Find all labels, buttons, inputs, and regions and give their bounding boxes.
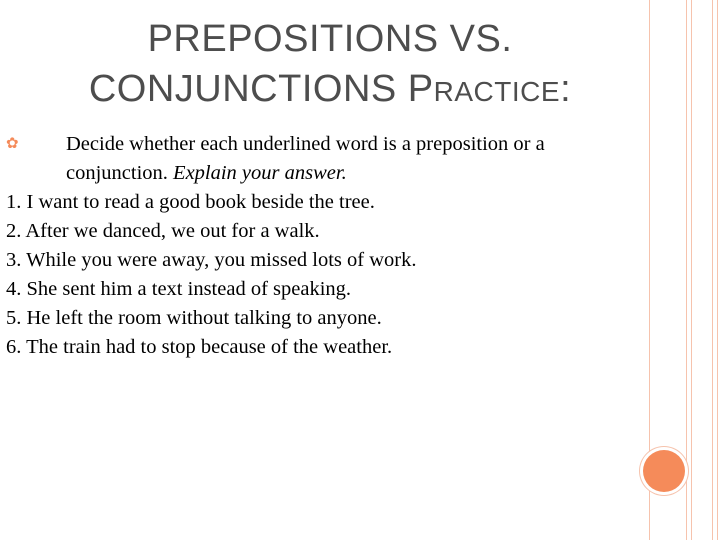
- intro-text: Decide whether each underlined word is a preposition or a conjunction.: [66, 133, 545, 184]
- slide-title: [60, 14, 600, 117]
- title-line-1: PREPOSITIONS VS.: [147, 18, 513, 60]
- title-line-2-smallcaps: RACTICE: [433, 76, 561, 107]
- decorative-circle: [643, 450, 685, 492]
- slide-body: [6, 130, 626, 362]
- border-line: [712, 0, 713, 540]
- list-item: 6. The train had to stop because of the weather.: [6, 336, 393, 358]
- border-line: [686, 0, 687, 540]
- flower-bullet-icon: ✿: [6, 136, 19, 152]
- border-line: [691, 0, 692, 540]
- intro-emphasis: Explain your answer.: [173, 162, 347, 184]
- border-line: [717, 0, 718, 540]
- list-item: 2. After we danced, we out for a walk.: [6, 220, 320, 242]
- title-line-2-tail: :: [560, 68, 572, 110]
- list-item: 5. He left the room without talking to anyone.: [6, 307, 382, 329]
- title-line-2: [60, 64, 600, 117]
- title-line-2-main: CONJUNCTIONS P: [88, 68, 434, 110]
- list-item: 3. While you were away, you missed lots of work.: [6, 249, 417, 271]
- list-item: 4. She sent him a text instead of speaking.: [6, 278, 352, 300]
- intro-paragraph: [6, 130, 626, 188]
- list-item: 1. I want to read a good book beside the tree.: [6, 191, 375, 213]
